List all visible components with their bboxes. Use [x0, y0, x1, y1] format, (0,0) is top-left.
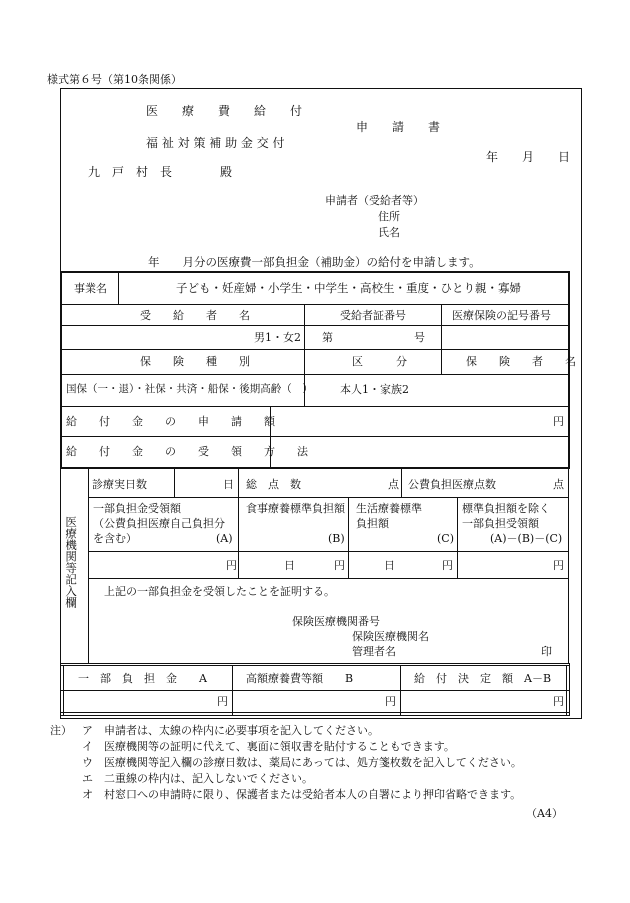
frame-bottom [60, 718, 582, 719]
vline-jigyo [118, 273, 119, 304]
header-kubun: 区 分 [352, 355, 407, 368]
kougaku-yen: 円 [385, 695, 396, 708]
ichibu-label: 一 部 負 担 金 A [78, 672, 207, 685]
header-hoken-shubetsu: 保 険 種 別 [140, 355, 250, 368]
kyufu-kettei-yen: 円 [553, 695, 564, 708]
dbl-bottom-b [60, 715, 570, 716]
row-line-4 [62, 374, 568, 375]
med-row-1 [88, 497, 568, 498]
med-left-line [88, 469, 89, 663]
c-label1: 生活療養標準 [356, 502, 422, 515]
b-yen: 円 [334, 559, 345, 572]
b-label: 食事療養標準負担額 [246, 502, 345, 515]
med-row-2 [88, 551, 568, 552]
d-label1: 標準負担額を除く [462, 502, 550, 515]
souten-label: 総 点 数 [246, 478, 301, 491]
bold-top [60, 271, 570, 273]
cert-text: 上記の一部負担金を受領したことを証明する。 [104, 585, 335, 598]
form-number: 様式第６号（第10条関係） [47, 73, 182, 86]
jigyo-label: 事業名 [74, 282, 107, 295]
dbl-vline-2 [400, 665, 401, 715]
dbl-top-inner [60, 665, 570, 666]
med-right-line [568, 469, 569, 663]
a-mark: (A) [216, 532, 233, 545]
row-line-6 [62, 436, 568, 437]
med-row-3 [88, 578, 568, 579]
jigyo-value: 子ども・妊産婦・小学生・中学生・高校生・重度・ひとり親・寡婦 [176, 281, 521, 295]
med-vline-b [238, 469, 239, 578]
dbl-bottom-a [60, 712, 570, 713]
c-mark: (C) [437, 532, 454, 545]
frame-right [581, 88, 582, 719]
header-shosho: 受給者証番号 [340, 309, 406, 322]
kougaku-label: 高額療養費等額 B [246, 672, 354, 685]
note-text-a: 申請者は、太線の枠内に必要事項を記入してください。 [104, 724, 379, 737]
row-line-5 [62, 406, 568, 407]
kouhi-ten-label: 公費負担医療点数 [408, 478, 496, 491]
med-bottom [60, 663, 570, 664]
request-sentence: 年 月分の医療費一部負担金（補助金）の給付を申請します。 [148, 255, 481, 269]
kubun-value: 本人1・家族2 [340, 383, 409, 396]
med-vline-e [457, 497, 458, 578]
title-right: 申 請 書 [356, 120, 441, 134]
bold-bottom [60, 467, 570, 469]
applicant-name: 氏名 [378, 226, 400, 239]
dbl-vline-1 [232, 665, 233, 715]
institution-number: 保険医療機関番号 [292, 615, 380, 628]
sex-options: 男1・女2 [254, 331, 301, 344]
addressee: 九 戸 村 長 殿 [88, 165, 233, 179]
notes-prefix: 注） [50, 724, 72, 737]
title-line1: 医 療 費 給 付 [146, 104, 303, 118]
institution-name: 保険医療機関名 [352, 630, 429, 643]
souten-unit: 点 [388, 478, 399, 491]
d-yen: 円 [553, 559, 564, 572]
bold-left [60, 271, 62, 469]
gou-label: 号 [414, 331, 425, 344]
kouhi-ten-unit: 点 [553, 478, 564, 491]
note-mark-e: エ [82, 772, 93, 785]
dbl-left-inner [63, 665, 64, 715]
b-mark: (B) [328, 532, 345, 545]
frame-top [60, 88, 582, 89]
dbl-right-inner [566, 665, 567, 715]
b-day: 日 [284, 559, 295, 572]
med-vline-a [174, 469, 175, 497]
med-vline-d [401, 469, 402, 497]
note-text-u: 医療機関等記入欄の診療日数は、薬局にあっては、処方箋枚数を記入してください。 [104, 756, 522, 769]
note-text-i: 医療機関等の証明に代えて、裏面に領収書を貼付することもできます。 [104, 740, 455, 753]
seal-mark: 印 [541, 645, 552, 658]
kyufu-shinsei-yen: 円 [553, 415, 564, 428]
note-mark-u: ウ [82, 756, 93, 769]
applicant-label: 申請者（受給者等） [325, 194, 424, 207]
title-line2: 福 祉 対 策 補 助 金 交 付 [146, 136, 285, 150]
bold-right [568, 271, 570, 469]
c-yen: 円 [442, 559, 453, 572]
row-line-1 [62, 304, 568, 305]
a-label1: 一部負担金受領額 [93, 502, 181, 515]
hoken-shubetsu-value: 国保（一・退）・社保・共済・船保・後期高齢（ ） [66, 383, 313, 395]
vline-right [441, 304, 442, 374]
row-line-3 [62, 349, 568, 350]
kyufu-shinsei-label: 給 付 金 の 申 請 額 [66, 415, 275, 428]
dbl-right-outer [569, 663, 570, 716]
applicant-address: 住所 [378, 210, 400, 223]
dai-label: 第 [322, 331, 333, 344]
note-mark-i: イ [82, 740, 93, 753]
medical-side-label: 医療機関等記入欄 [64, 516, 79, 608]
note-mark-a: ア [82, 724, 93, 737]
header-hokensha: 保 険 者 名 [466, 355, 576, 368]
med-vline-c [348, 497, 349, 578]
note-text-e: 二重線の枠内は、記入しないでください。 [104, 772, 313, 785]
row-line-2 [62, 325, 568, 326]
header-kigou: 医療保険の記号番号 [452, 309, 551, 322]
d-formula: (A)－(B)－(C) [490, 532, 563, 545]
date-field: 年 月 日 [486, 150, 571, 164]
dbl-mid [60, 690, 570, 691]
note-mark-o: オ [82, 788, 93, 801]
kyufu-juryo-label: 給 付 金 の 受 領 方 法 [66, 445, 308, 458]
c-label2: 負担額 [356, 517, 389, 530]
shinryo-days-label: 診療実日数 [92, 478, 147, 491]
note-text-o: 村窓口への申請時に限り、保護者または受給者本人の自署により押印省略できます。 [104, 788, 522, 801]
a-label2: （公費負担医療自己負担分 [93, 517, 225, 530]
manager-name: 管理者名 [352, 645, 396, 658]
kyufu-kettei-label: 給 付 決 定 額 A－B [414, 672, 552, 685]
shinryo-days-unit: 日 [223, 478, 234, 491]
a-yen: 円 [226, 559, 237, 572]
ichibu-yen: 円 [217, 695, 228, 708]
d-label2: 一部負担受領額 [462, 517, 539, 530]
c-day: 日 [384, 559, 395, 572]
header-jukyusha: 受 給 者 名 [140, 309, 250, 322]
a-label3: を含む） [93, 532, 137, 545]
size-label: （A4） [526, 807, 563, 820]
